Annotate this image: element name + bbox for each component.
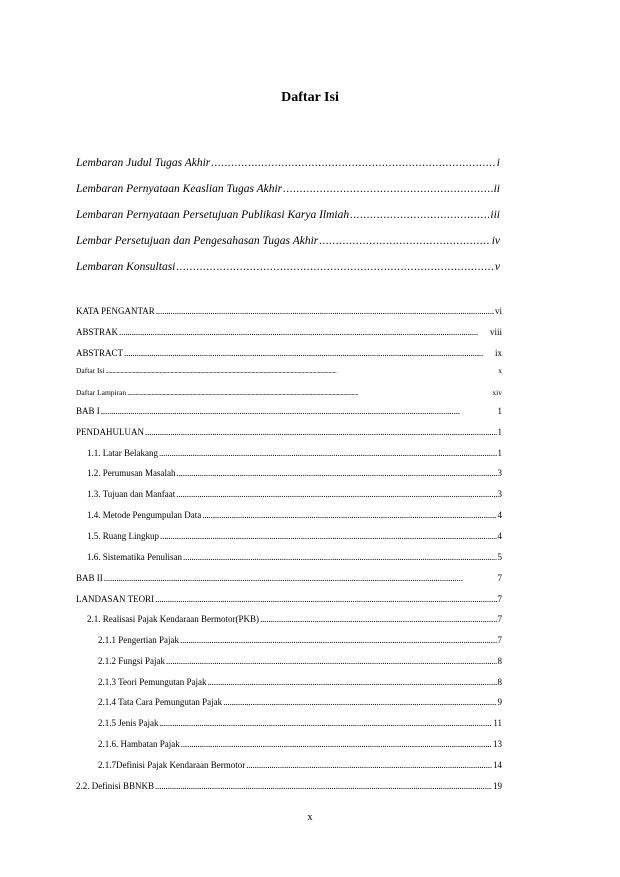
dot-leader	[127, 388, 491, 397]
toc-entry-page: ii	[493, 183, 500, 195]
toc-entry	[76, 366, 502, 376]
toc-entry-page: 8	[497, 656, 502, 666]
page-title: Daftar Isi	[281, 90, 339, 105]
toc-entry-label: 2.1.4 Tata Cara Pemungutan Pajak	[98, 697, 223, 707]
toc-entry-label: Lembaran Judul Tugas Akhir	[76, 157, 211, 169]
toc-entry	[98, 739, 502, 751]
toc-entry-label: Daftar Isi	[76, 366, 105, 375]
toc-entry	[76, 261, 500, 277]
toc-entry-label: 2.1.6. Hambatan Pajak	[98, 739, 180, 749]
toc-entry	[76, 209, 500, 225]
dot-leader	[104, 573, 497, 583]
toc-entry	[98, 760, 502, 772]
toc-entry-page: 13	[493, 739, 502, 749]
dot-leader	[155, 594, 496, 604]
dot-leader	[180, 635, 497, 645]
dot-leader	[160, 718, 493, 728]
dot-leader	[176, 468, 496, 478]
toc-entry-page: 7	[497, 635, 502, 645]
toc-entry-label: 2.2. Definisi BBNKB	[76, 781, 155, 791]
toc-entry-page: 3	[497, 468, 502, 478]
toc-entry	[76, 427, 502, 439]
toc-entry	[76, 781, 502, 793]
dot-leader	[156, 306, 494, 316]
toc-entry	[76, 327, 502, 339]
toc-entry-label: Lembar Persetujuan dan Pengesahasan Tugas Akhir	[76, 235, 319, 247]
toc-entry-page: 14	[493, 760, 502, 770]
toc-entry	[98, 677, 502, 689]
toc-entry	[98, 718, 502, 730]
toc-entry-label: 2.1.3 Teori Pemungutan Pajak	[98, 677, 207, 687]
toc-entry-label: 1.3. Tujuan dan Manfaat	[87, 489, 176, 499]
toc-entry	[98, 697, 502, 709]
toc-entry	[98, 635, 502, 647]
dot-leader	[183, 552, 497, 562]
toc-entry-page: i	[496, 157, 500, 169]
toc-entry	[76, 348, 502, 360]
toc-entry-label: Lembaran Pernyataan Persetujuan Publikasi Karya Ilmiah	[76, 209, 350, 221]
dot-leader	[181, 739, 492, 749]
toc-entry-page: 5	[497, 552, 502, 562]
toc-entry-label: BAB I	[76, 406, 100, 416]
toc-entry-label: 1.4. Metode Pengumpulan Data	[87, 510, 202, 520]
toc-entry	[98, 656, 502, 668]
dot-leader	[246, 760, 492, 770]
toc-entry	[76, 388, 502, 398]
toc-entry-page: 4	[497, 510, 502, 520]
toc-entry-page: v	[494, 261, 500, 273]
dot-leader	[124, 348, 494, 358]
toc-entry	[87, 448, 502, 460]
toc-entry-page: iii	[490, 209, 500, 221]
toc-entry-label: 1.5. Ruang Lingkup	[87, 531, 159, 541]
toc-entry	[76, 406, 502, 418]
dot-leader	[159, 448, 497, 458]
toc-entry-label: 2.1.5 Jenis Pajak	[98, 718, 159, 728]
toc-entry-page: 9	[497, 697, 502, 707]
toc-entry-page: 19	[493, 781, 502, 791]
toc-entry	[87, 614, 502, 626]
toc-entry-page: iv	[491, 235, 500, 247]
dot-leader	[207, 677, 496, 687]
dot-leader	[283, 183, 492, 195]
toc-entry-label: 1.2. Perumusan Masalah	[87, 468, 176, 478]
toc-entry-page: 1	[497, 448, 502, 458]
toc-entry	[76, 157, 500, 173]
toc-entry-label: KATA PENGANTAR	[76, 306, 155, 316]
dot-leader	[319, 235, 490, 247]
toc-entry-label: ABSTRACT	[76, 348, 124, 358]
toc-entry-label: ABSTRAK	[76, 327, 119, 337]
dot-leader	[155, 781, 492, 791]
toc-entry-page: viii	[489, 327, 502, 337]
toc-entry	[76, 235, 500, 251]
dot-leader	[145, 427, 497, 437]
toc-entry-label: Lembaran Konsultasi	[76, 261, 176, 273]
dot-leader	[260, 614, 497, 624]
toc-entry	[87, 552, 502, 564]
toc-entry-label: PENDAHULUAN	[76, 427, 144, 437]
toc-entry	[76, 573, 502, 585]
toc-entry-page: 7	[497, 594, 502, 604]
toc-entry-page: 1	[497, 427, 502, 437]
toc-entry-page: vi	[494, 306, 502, 316]
toc-entry-page: 7	[497, 614, 502, 624]
toc-entry-label: 2.1.7Definisi Pajak Kendaraan Bermotor	[98, 760, 246, 770]
dot-leader	[350, 209, 489, 221]
toc-entry	[87, 468, 502, 480]
toc-entry-page: 4	[497, 531, 502, 541]
toc-entry-page: 1	[497, 406, 502, 416]
dot-leader	[176, 489, 496, 499]
toc-entry-page: xiv	[492, 388, 502, 397]
toc-entry-label: 1.1. Latar Belakang	[87, 448, 158, 458]
toc-entry-page: 11	[493, 718, 502, 728]
toc-entry	[76, 183, 500, 199]
toc-entry	[76, 306, 502, 318]
toc-entry-page: 3	[497, 489, 502, 499]
toc-entry-page: 7	[497, 573, 502, 583]
dot-leader	[106, 366, 498, 375]
toc-entry	[87, 489, 502, 501]
toc-entry-label: LANDASAN TEORI	[76, 594, 155, 604]
page-number: x	[307, 812, 313, 823]
toc-entry-page: ix	[494, 348, 502, 358]
toc-entry-label: BAB II	[76, 573, 103, 583]
dot-leader	[166, 656, 496, 666]
toc-entry-page: x	[498, 366, 502, 375]
toc-entry-label: 2.1. Realisasi Pajak Kendaraan Bermotor(PKB)	[87, 614, 259, 624]
toc-entry-label: Daftar Lampiran	[76, 388, 127, 397]
dot-leader	[176, 261, 494, 273]
dot-leader	[202, 510, 496, 520]
toc-entry-label: 2.1.1 Pengertian Pajak	[98, 635, 179, 645]
toc-entry-page: 8	[497, 677, 502, 687]
dot-leader	[223, 697, 496, 707]
toc-entry-label: 1.6. Sistematika Penulisan	[87, 552, 182, 562]
dot-leader	[119, 327, 489, 337]
dot-leader	[160, 531, 497, 541]
toc-entry-label: 2.1.2 Fungsi Pajak	[98, 656, 166, 666]
toc-entry	[76, 594, 502, 606]
dot-leader	[101, 406, 497, 416]
toc-entry-label: Lembaran Pernyataan Keaslian Tugas Akhir	[76, 183, 283, 195]
dot-leader	[211, 157, 496, 169]
toc-entry	[87, 531, 502, 543]
toc-entry	[87, 510, 502, 522]
